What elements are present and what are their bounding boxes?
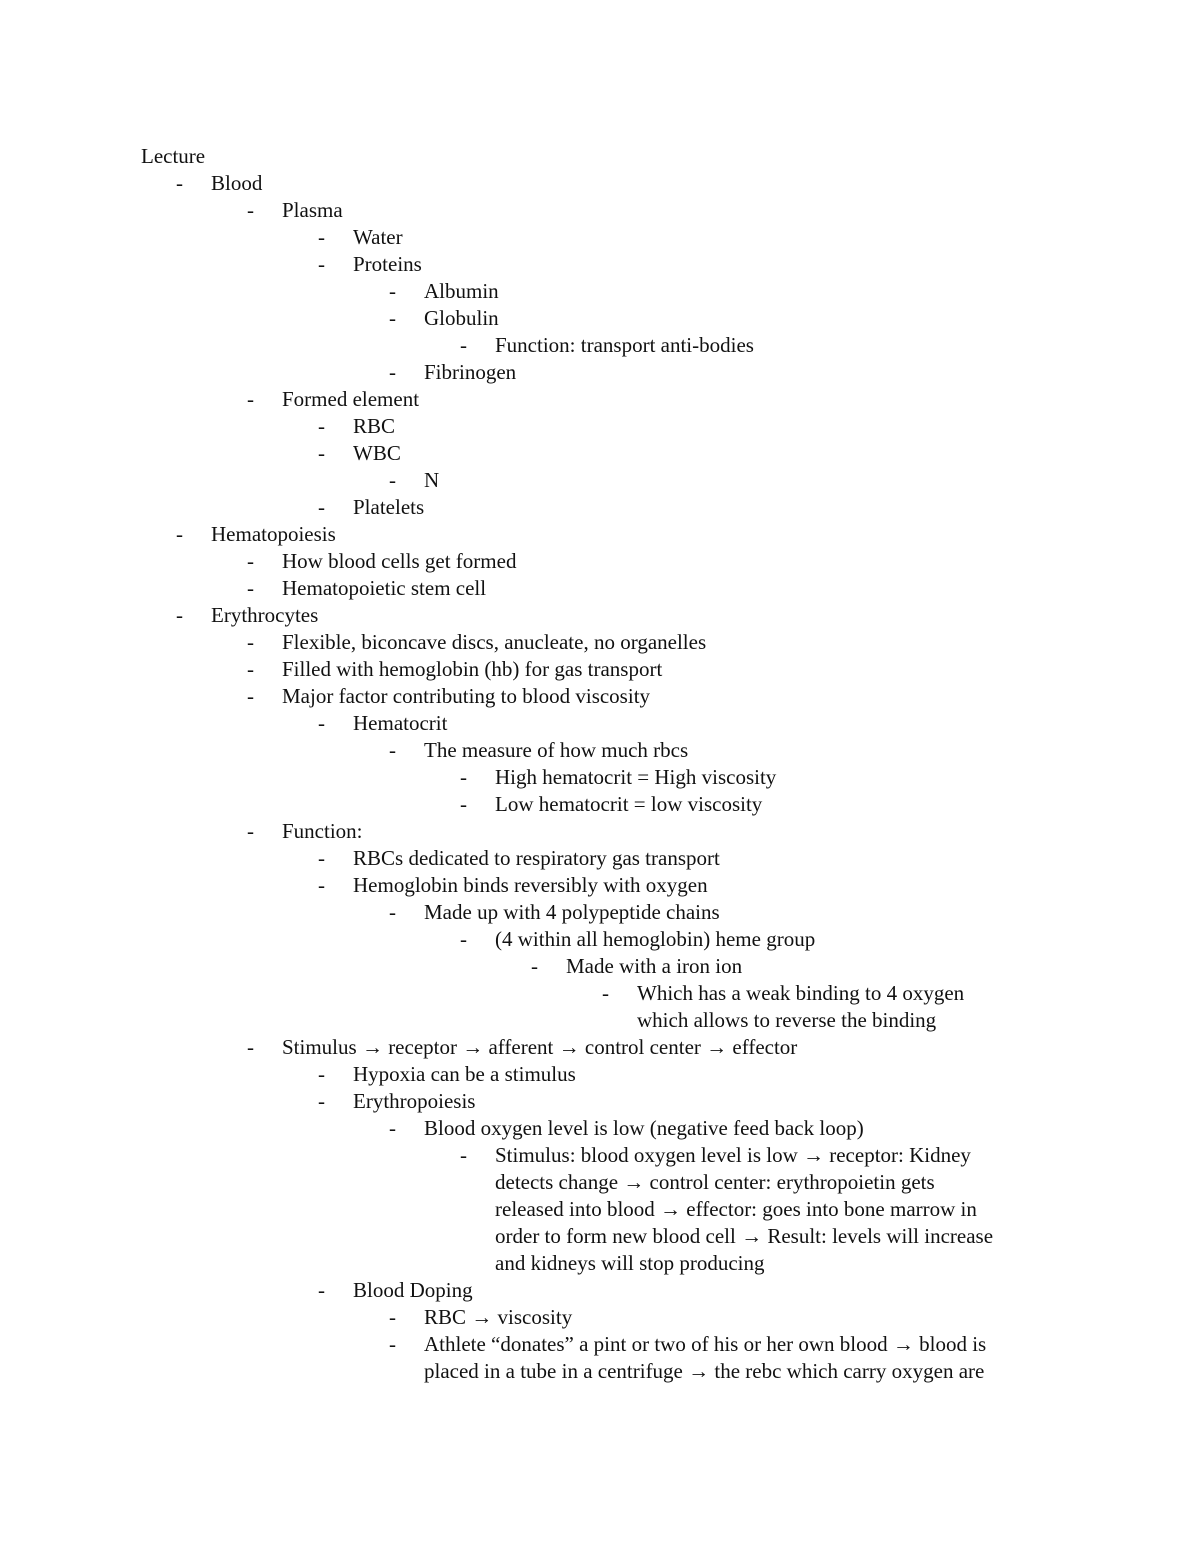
outline-item	[0, 386, 1200, 413]
outline-item-text: Blood	[211, 171, 263, 195]
outline-item-text: N	[424, 468, 440, 492]
bullet-dash: -	[318, 441, 325, 465]
outline-item-text: RBCs dedicated to respiratory gas transport	[353, 846, 720, 870]
outline-item-text: Erythrocytes	[211, 603, 319, 627]
outline-item	[0, 818, 1200, 845]
bullet-dash: -	[176, 603, 183, 627]
bullet-dash: -	[460, 765, 467, 789]
outline-item-text: Which has a weak binding to 4 oxygen which allows to reverse the binding	[637, 981, 965, 1032]
bullet-dash: -	[247, 1035, 254, 1059]
outline-item	[0, 899, 1200, 926]
outline-item-text: The measure of how much rbcs	[424, 738, 689, 762]
outline-item	[0, 440, 1200, 467]
bullet-dash: -	[318, 414, 325, 438]
outline-item	[0, 1115, 1200, 1142]
bullet-dash: -	[460, 927, 467, 951]
outline-item	[0, 413, 1200, 440]
bullet-dash: -	[247, 198, 254, 222]
bullet-dash: -	[247, 630, 254, 654]
bullet-dash: -	[602, 981, 609, 1005]
outline-item	[0, 1331, 1200, 1385]
outline-item	[0, 980, 1200, 1034]
outline-item-text: Made up with 4 polypeptide chains	[424, 900, 720, 924]
outline-item-text: Stimulus → receptor → afferent → control center → effector	[282, 1035, 798, 1059]
outline-item-text: Proteins	[353, 252, 422, 276]
outline-item	[0, 278, 1200, 305]
outline-item-text: WBC	[353, 441, 401, 465]
outline-item	[0, 548, 1200, 575]
outline-item	[0, 1304, 1200, 1331]
outline-item-text: RBC	[353, 414, 396, 438]
outline-item-text: Major factor contributing to blood viscosity	[282, 684, 651, 708]
outline-item	[0, 737, 1200, 764]
outline-item	[0, 521, 1200, 548]
outline-item-text: Plasma	[282, 198, 343, 222]
outline-item	[0, 170, 1200, 197]
outline-item-text: (4 within all hemoglobin) heme group	[495, 927, 816, 951]
outline-item	[0, 602, 1200, 629]
outline-item-text: RBC → viscosity	[424, 1305, 573, 1329]
bullet-dash: -	[389, 738, 396, 762]
bullet-dash: -	[318, 252, 325, 276]
bullet-dash: -	[460, 1143, 467, 1167]
outline-item	[0, 251, 1200, 278]
outline-item-text: Hypoxia can be a stimulus	[353, 1062, 576, 1086]
outline-item-text: Hemoglobin binds reversibly with oxygen	[353, 873, 708, 897]
outline-item	[0, 359, 1200, 386]
bullet-dash: -	[247, 387, 254, 411]
outline-item-text: Hematopoiesis	[211, 522, 336, 546]
bullet-dash: -	[318, 1062, 325, 1086]
outline-item-text: Hematopoietic stem cell	[282, 576, 487, 600]
bullet-dash: -	[389, 900, 396, 924]
outline-item-text: High hematocrit = High viscosity	[495, 765, 777, 789]
bullet-dash: -	[389, 306, 396, 330]
bullet-dash: -	[460, 792, 467, 816]
document-title: Lecture	[141, 144, 206, 168]
bullet-dash: -	[247, 657, 254, 681]
outline-item-text: Erythropoiesis	[353, 1089, 476, 1113]
bullet-dash: -	[176, 522, 183, 546]
outline-item	[0, 467, 1200, 494]
outline-item-text: Function: transport anti-bodies	[495, 333, 754, 357]
bullet-dash: -	[176, 171, 183, 195]
outline-item	[0, 1277, 1200, 1304]
outline-item	[0, 791, 1200, 818]
outline-item	[0, 494, 1200, 521]
outline-item	[0, 953, 1200, 980]
outline-item	[0, 197, 1200, 224]
bullet-dash: -	[318, 873, 325, 897]
bullet-dash: -	[247, 549, 254, 573]
bullet-dash: -	[531, 954, 538, 978]
bullet-dash: -	[389, 468, 396, 492]
outline-item	[0, 926, 1200, 953]
bullet-dash: -	[247, 819, 254, 843]
bullet-dash: -	[318, 846, 325, 870]
outline-item	[0, 764, 1200, 791]
bullet-dash: -	[247, 684, 254, 708]
outline-item	[0, 629, 1200, 656]
outline-item-text: Blood oxygen level is low (negative feed back loop)	[424, 1116, 864, 1140]
outline-item	[0, 1034, 1200, 1061]
outline-item-text: Flexible, biconcave discs, anucleate, no organelles	[282, 630, 707, 654]
outline-item	[0, 1061, 1200, 1088]
outline-item-text: Blood Doping	[353, 1278, 473, 1302]
bullet-dash: -	[318, 711, 325, 735]
bullet-dash: -	[389, 279, 396, 303]
outline-item-text: Hematocrit	[353, 711, 448, 735]
outline-item-text: Filled with hemoglobin (hb) for gas transport	[282, 657, 663, 681]
bullet-dash: -	[389, 1332, 396, 1356]
outline-item	[0, 1142, 1200, 1277]
outline-item-text: Function:	[282, 819, 363, 843]
outline-item	[0, 305, 1200, 332]
bullet-dash: -	[318, 495, 325, 519]
outline-item-text: Globulin	[424, 306, 499, 330]
bullet-dash: -	[247, 576, 254, 600]
bullet-dash: -	[460, 333, 467, 357]
outline-item-text: Formed element	[282, 387, 420, 411]
outline-item	[0, 332, 1200, 359]
bullet-dash: -	[318, 225, 325, 249]
outline-item	[0, 1088, 1200, 1115]
outline-item-text: Platelets	[353, 495, 425, 519]
outline-item-text: Stimulus: blood oxygen level is low → receptor: Kidney detects change → control center: erythropoietin gets released into blood → effector: goes into bone marrow in order to form new blood cell → Result: levels will increase and kidneys will stop producing	[495, 1143, 994, 1275]
bullet-dash: -	[389, 360, 396, 384]
outline-item-text: Made with a iron ion	[566, 954, 743, 978]
outline-item-text: Low hematocrit = low viscosity	[495, 792, 763, 816]
bullet-dash: -	[318, 1278, 325, 1302]
outline-item-text: Fibrinogen	[424, 360, 517, 384]
outline-item	[0, 845, 1200, 872]
outline-item-text: Albumin	[424, 279, 499, 303]
outline-list	[0, 170, 1200, 1385]
outline-item-text: Athlete “donates” a pint or two of his or her own blood → blood is placed in a tube in a centrifuge → the rebc which carry oxygen are	[424, 1332, 987, 1383]
bullet-dash: -	[389, 1116, 396, 1140]
outline-item	[0, 575, 1200, 602]
bullet-dash: -	[318, 1089, 325, 1113]
outline-item	[0, 224, 1200, 251]
outline-item	[0, 683, 1200, 710]
outline-item	[0, 656, 1200, 683]
outline-item-text: Water	[353, 225, 403, 249]
outline-item-text: How blood cells get formed	[282, 549, 517, 573]
outline-item	[0, 710, 1200, 737]
outline-item	[0, 872, 1200, 899]
bullet-dash: -	[389, 1305, 396, 1329]
